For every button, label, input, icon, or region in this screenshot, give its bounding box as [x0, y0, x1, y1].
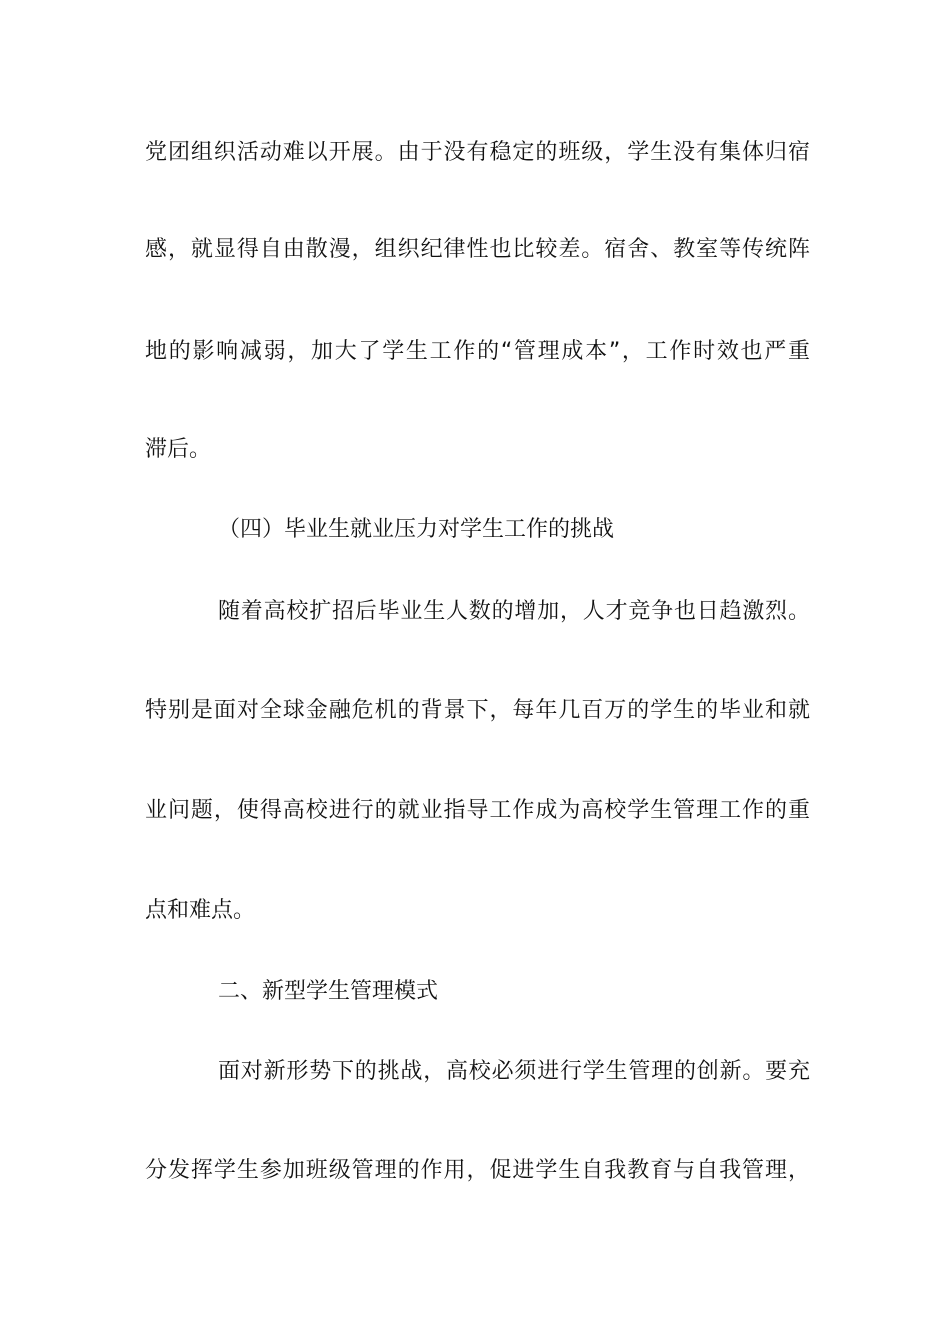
- paragraph-line: 点和难点。: [145, 898, 256, 923]
- paragraph-line: 分发挥学生参加班级管理的作用，促进学生自我教育与自我管理，: [145, 1158, 810, 1183]
- section-heading: 二、新型学生管理模式: [218, 979, 439, 1004]
- section-heading: （四）毕业生就业压力对学生工作的挑战: [218, 517, 615, 542]
- paragraph-line: 地的影响减弱，加大了学生工作的“管理成本”，工作时效也严重: [145, 339, 810, 364]
- paragraph-line: 面对新形势下的挑战，高校必须进行学生管理的创新。要充: [218, 1059, 810, 1084]
- paragraph-line: 感，就显得自由散漫，组织纪律性也比较差。宿舍、教室等传统阵: [145, 237, 810, 262]
- paragraph-line: 党团组织活动难以开展。由于没有稳定的班级，学生没有集体归宿: [145, 140, 810, 165]
- paragraph-line: 业问题，使得高校进行的就业指导工作成为高校学生管理工作的重: [145, 798, 810, 823]
- paragraph-line: 随着高校扩招后毕业生人数的增加，人才竞争也日趋激烈。: [218, 599, 810, 624]
- paragraph-line: 特别是面对全球金融危机的背景下，每年几百万的学生的毕业和就: [145, 698, 810, 723]
- paragraph-line: 滞后。: [145, 437, 212, 462]
